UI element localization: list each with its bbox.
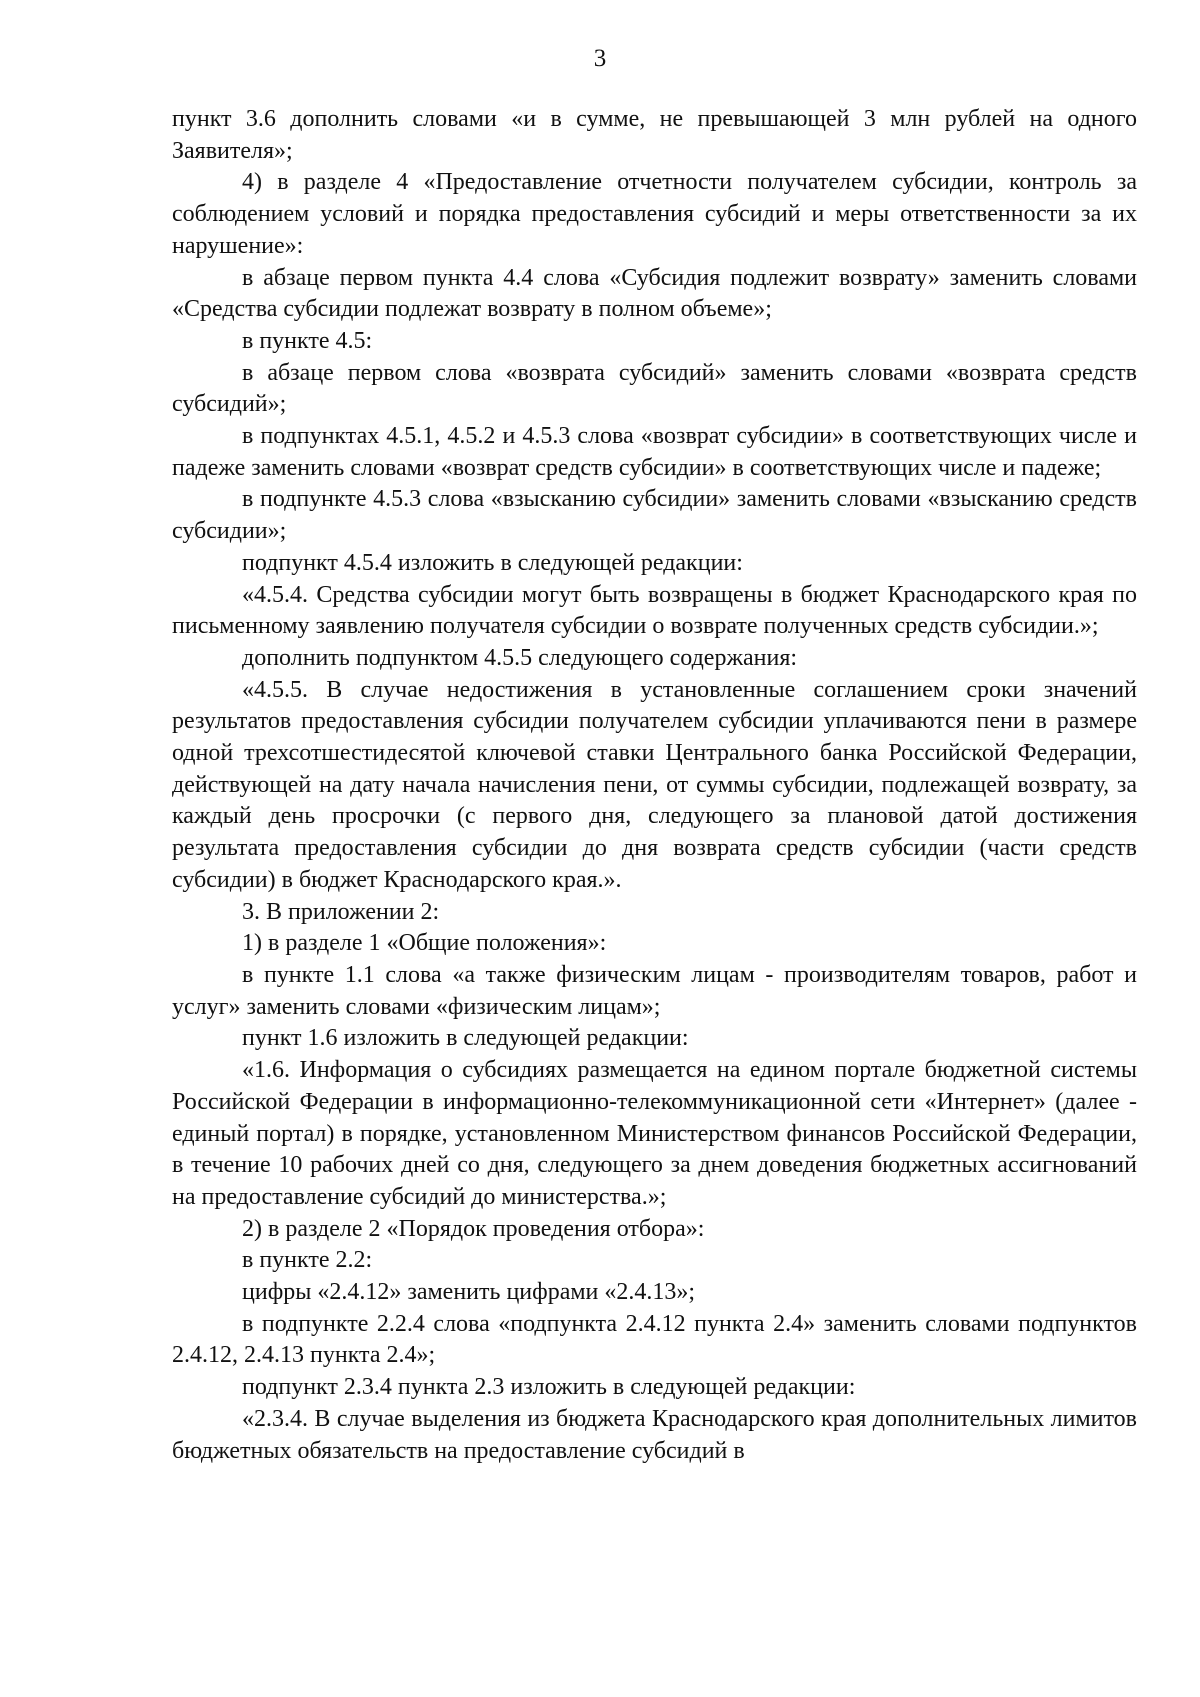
paragraph-11: «4.5.5. В случае недостижения в установленные соглашением сроки значений результатов предоставления субсидии получателем субсидии уплачиваются пени в размере одной трехсотшестидесятой ключевой ставки Центрального банка Российской Федерации, действующей на дату начала начисления пени, от суммы субсидии, подлежащей возврату, за каждый день просрочки (с первого дня, следующего за плановой датой достижения результата предоставления субсидии до дня возврата средств субсидии (части средств субсидии) в бюджет Краснодарского края.». (172, 676, 1137, 893)
paragraph-17: 2) в разделе 2 «Порядок проведения отбора»: (242, 1215, 705, 1242)
paragraph-19: цифры «2.4.12» заменить цифрами «2.4.13»; (242, 1279, 696, 1306)
paragraph-8: подпункт 4.5.4 изложить в следующей редакции: (242, 549, 743, 576)
paragraph-14: в пункте 1.1 слова «а также физическим лицам - производителям товаров, работ и услуг» заменить словами «физическим лицам»; (172, 961, 1137, 1020)
paragraph-15: пункт 1.6 изложить в следующей редакции: (242, 1025, 689, 1052)
page-number: 3 (593, 45, 607, 72)
paragraph-1: пункт 3.6 дополнить словами «и в сумме, не превышающей 3 млн рублей на одного Заявителя»; (172, 106, 1137, 164)
paragraph-4: в пункте 4.5: (242, 327, 373, 354)
paragraph-20: в подпункте 2.2.4 слова «подпункта 2.4.12 пункта 2.4» заменить словами подпунктов 2.4.12, 2.4.13 пункта 2.4»; (172, 1310, 1137, 1369)
paragraph-5: в абзаце первом слова «возврата субсидий» заменить словами «возврата средств субсидий»; (172, 359, 1137, 418)
paragraph-9: «4.5.4. Средства субсидии могут быть возвращены в бюджет Краснодарского края по письменному заявлению получателя субсидии о возврате полученных средств субсидии.»; (172, 581, 1137, 640)
paragraph-21: подпункт 2.3.4 пункта 2.3 изложить в следующей редакции: (242, 1374, 856, 1401)
paragraph-12: 3. В приложении 2: (242, 898, 440, 925)
paragraph-3: в абзаце первом пункта 4.4 слова «Субсидия подлежит возврату» заменить словами «Средства субсидии подлежат возврату в полном объеме»; (172, 264, 1137, 323)
paragraph-13: 1) в разделе 1 «Общие положения»: (242, 930, 607, 957)
paragraph-16: «1.6. Информация о субсидиях размещается на едином портале бюджетной системы Российской Федерации в информационно-телекоммуникационной сети «Интернет» (далее - единый портал) в порядке, установленном Министерством финансов Российской Федерации, в течение 10 рабочих дней со дня, следующего за днем доведения бюджетных ассигнований на предоставление субсидий до министерства.»; (172, 1057, 1137, 1210)
paragraph-18: в пункте 2.2: (242, 1247, 373, 1274)
paragraph-10: дополнить подпунктом 4.5.5 следующего содержания: (242, 644, 798, 671)
paragraph-22: «2.3.4. В случае выделения из бюджета Краснодарского края дополнительных лимитов бюджетных обязательств на предоставление субсидий в (172, 1405, 1137, 1464)
paragraph-7: в подпункте 4.5.3 слова «взысканию субсидии» заменить словами «взысканию средств субсидии»; (172, 486, 1137, 545)
paragraph-2: 4) в разделе 4 «Предоставление отчетности получателем субсидии, контроль за соблюдением условий и порядка предоставления субсидий и меры ответственности за их нарушение»: (172, 169, 1137, 259)
document-body (172, 104, 1137, 1467)
paragraph-6: в подпунктах 4.5.1, 4.5.2 и 4.5.3 слова «возврат субсидии» в соответствующих числе и падеже заменить словами «возврат средств субсидии» в соответствующих числе и падеже; (172, 423, 1137, 481)
